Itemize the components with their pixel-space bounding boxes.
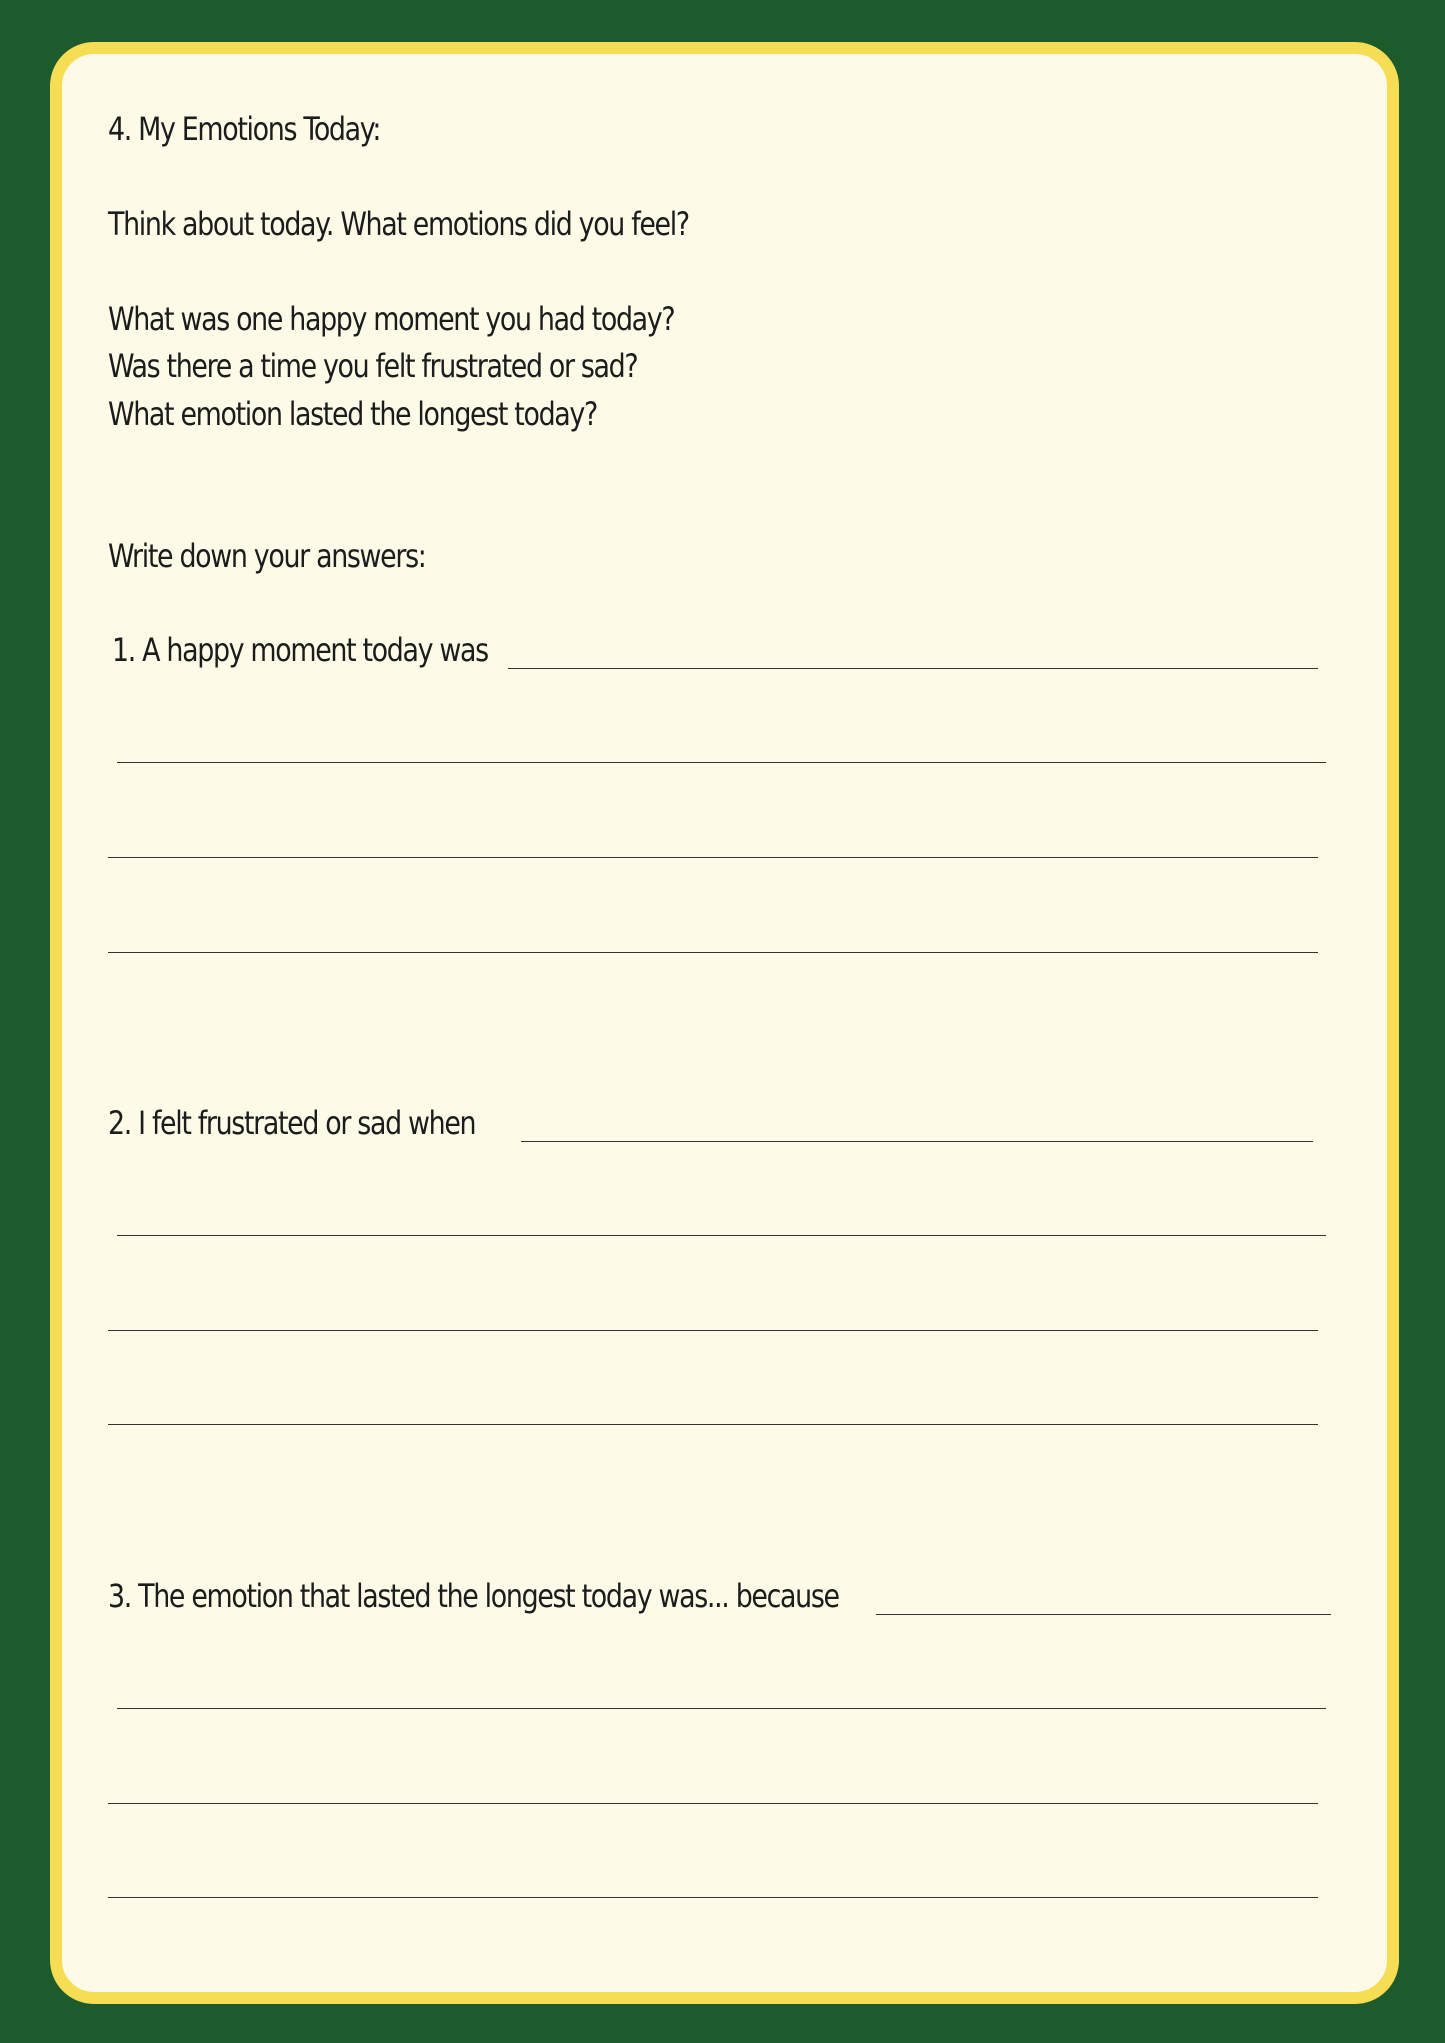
answer-line[interactable] [117, 1235, 1326, 1236]
answer-line[interactable] [521, 1141, 1313, 1142]
prompt-frustrated-sad: 2. I felt frustrated or sad when [108, 1104, 476, 1142]
answer-line[interactable] [117, 762, 1326, 763]
answer-line[interactable] [108, 952, 1318, 953]
prompt-longest-emotion: 3. The emotion that lasted the longest today was... because [108, 1577, 839, 1615]
answer-line[interactable] [108, 1424, 1318, 1425]
answer-line[interactable] [108, 1897, 1318, 1898]
answer-line[interactable] [108, 1330, 1318, 1331]
answer-line[interactable] [117, 1708, 1326, 1709]
instruction-text: Write down your answers: [108, 537, 426, 575]
prompt-happy-moment: 1. A happy moment today was [112, 631, 488, 669]
answer-line[interactable] [108, 857, 1318, 858]
question-frustrated: Was there a time you felt frustrated or sad? [108, 347, 638, 385]
intro-text: Think about today. What emotions did you feel? [108, 205, 689, 243]
question-happy: What was one happy moment you had today? [108, 300, 675, 338]
answer-line[interactable] [108, 1803, 1318, 1804]
question-longest: What emotion lasted the longest today? [108, 395, 597, 433]
answer-line[interactable] [876, 1614, 1331, 1615]
worksheet-title: 4. My Emotions Today: [108, 110, 381, 148]
answer-line[interactable] [508, 668, 1318, 669]
